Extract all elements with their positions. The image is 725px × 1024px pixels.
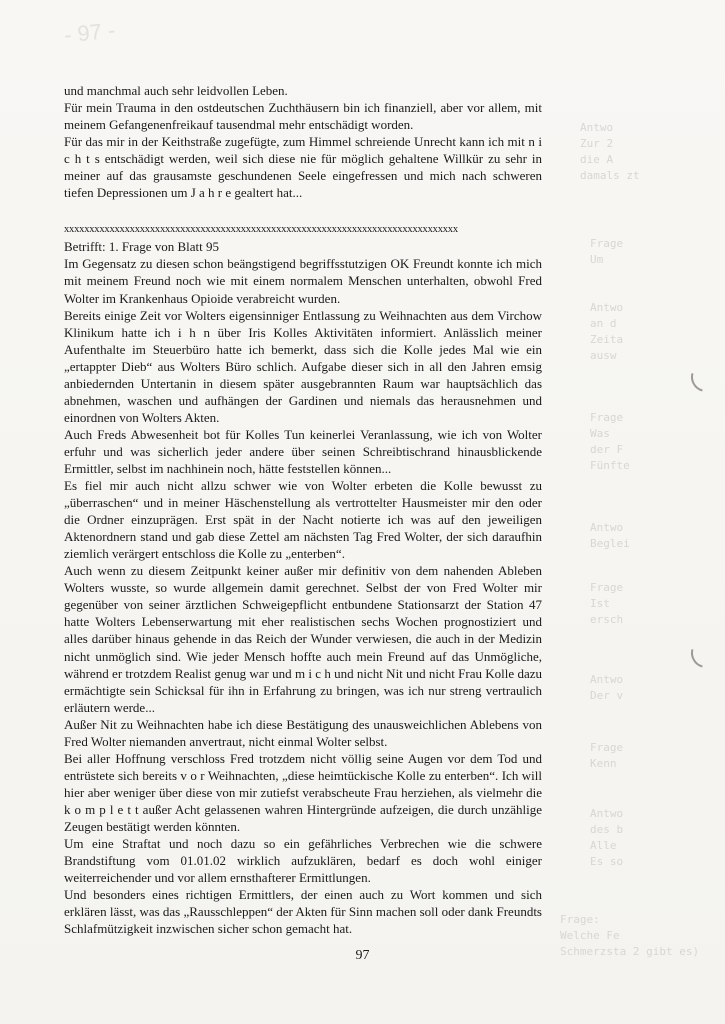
punch-hole-mark [686,357,725,398]
bleed-through-text: Antwo Zur 2 die A damals zt [580,121,640,182]
bleed-through-text: Frage Kenn [590,741,624,770]
paragraph: Außer Nit zu Weihnachten habe ich diese Bestätigung des unausweichlichen Ablebens von Fred Wolter niemanden anvertraut, nicht einmal Wolter selbst. [64,716,542,749]
punch-hole-mark [686,633,725,674]
paragraph: Für mein Trauma in den ostdeutschen Zuchthäusern bin ich finanziell, aber vor allem, mit meinem Gefangenenfreikauf tausendmal mehr entschädigt worden. [64,100,542,133]
page-number: 97 [355,948,370,963]
top-page-mark: - 97 - [62,17,117,48]
paragraph: Bereits einige Zeit vor Wolters eigensinniger Entlassung zu Weihnachten aus dem Virchow Klinikum hatte ich i h n über Iris Kolles Aktivitäten informiert. Anlässlich meiner Aufenthalte im Steuerbüro hatte ich bemerkt, dass sich die Kolle jedes Mal wie ein „ertappter Dieb“ aus Wolters Büro schlich. Aufgabe dieser sich in all den Jahren emsig anbiedernden Untertanin in diesem später ausgebrannten Raum war hauptsächlich das abnehmen, waschen und aufhängen der Gardinen und niemals das herausnehmen und einordnen von Wolters Akten. [64,307,542,425]
bleed-through-text: Frage Um [590,237,624,266]
document-body [64,82,542,937]
paragraph: Im Gegensatz zu diesen schon beängstigend begriffsstutzigen OK Freundt konnte ich mich mit meinem Freund noch wie mit einem normalem Menschen unterhalten, obwohl Fred Wolter im Krankenhaus Opioide verabreicht wurden. [64,256,542,306]
paragraph: Auch wenn zu diesem Zeitpunkt keiner außer mir definitiv von dem nahenden Ableben Wolters wusste, so wurde allgemein damit gerechnet. Selbst der von Fred Wolter mir gegenüber von seiner ärztlichen Schweigepflicht entbundene Stationsarzt der Station 47 hatte Wolters Lebenserwartung mit eher realistischen sechs Wochen prognostiziert und alles darüber hinaus gehende in das Reich der Wunder verwiesen, die auch in der Medizin nicht unmöglich sind. Wie jeder Mensch hoffte auch mein Freund auf das Unmögliche, während er trotzdem Realist genug war und m i c h und nicht Nit und nicht Frau Kolle dazu ermächtigte sein Schicksal für ihn in Erfahrung zu bringen, was ich nur streng vertraulich erläutern werde... [64,563,542,715]
bleed-through-text: Antwo Beglei [590,521,630,550]
bleed-through-text: Antwo Der v [590,673,624,702]
paragraph: Um eine Straftat und noch dazu so ein gefährliches Verbrechen wie die schwere Brandstiftung vom 01.01.02 wirklich aufzuklären, bedarf es doch wohl einiger weiterreichender und vor allem ernsthafterer Ermittlungen. [64,836,542,886]
paragraph: Für das mir in der Keithstraße zugefügte, zum Himmel schreiende Unrecht kann ich mit n i c h t s entschädigt werden, weil sich diese nie für möglich gehaltene Willkür zu sehr in meiner auf das grausamste geschundenen Seele eingefressen und mich nach schweren tiefen Depressionen um J a h r e gealtert hat... [64,134,542,201]
paragraph: Und besonders eines richtigen Ermittlers, der einen auch zu Wort kommen und sich erklären lässt, was das „Rausschleppen“ der Akten für Sinn machen soll oder dank Freundts Schlafmützigkeit inzwischen sicher schon gemacht hat. [64,887,542,937]
bleed-through-text: Frage Was der F Fünfte [590,411,630,472]
bleed-through-text: Frage: Welche Fe Schmerzsta 2 gibt es) [560,913,700,958]
bleed-through-text: Frage Ist ersch [590,581,624,626]
paragraph: Es fiel mir auch nicht allzu schwer wie von Wolter erbeten die Kolle bewusst zu „überraschen“ und in meiner Häschenstellung als vertrottelter Hausmeister mir den oder die Ordner einzuprägen. Erst spät in der Nacht notierte ich was auf den jeweiligen Aktenordnern stand und gab diese Zettel am nächsten Tag Fred Wolter, der sich daraufhin ziemlich verärgert entschloss die Kolle zu „enterben“. [64,478,542,562]
bleed-through-text: Antwo des b Alle Es so [590,807,624,868]
paragraph: und manchmal auch sehr leidvollen Leben. [64,83,288,98]
subject-line: Betrifft: 1. Frage von Blatt 95 [64,239,220,255]
bleed-through-text: Antwo an d Zeita ausw [590,301,624,362]
separator-line: xxxxxxxxxxxxxxxxxxxxxxxxxxxxxxxxxxxxxxxxxxxxxxxxxxxxxxxxxxxxxxxxxxxxxxxxxxxxxx [64,224,458,236]
paragraph: Bei aller Hoffnung verschloss Fred trotzdem nicht völlig seine Augen vor dem Tod und entrüstete sich bereits v o r Weihnachten, „diese heimtückische Kolle zu enterben“. Ich will hier aber weniger über diese von mir zutiefst verabscheute Frau herziehen, als vielmehr die k o m p l e t t außer Acht gelassenen wahren Hintergründe aufzeigen, die durch unzählige Zeugen bestätigt werden könnten. [64,750,542,834]
paragraph: Auch Freds Abwesenheit bot für Kolles Tun keinerlei Veranlassung, wie ich von Wolter erfuhr und was sicherlich jeder andere über seinen Schreibtischrand hinausblickende Ermittler, selbst im nachhinein noch, hätte feststellen können... [64,426,542,476]
